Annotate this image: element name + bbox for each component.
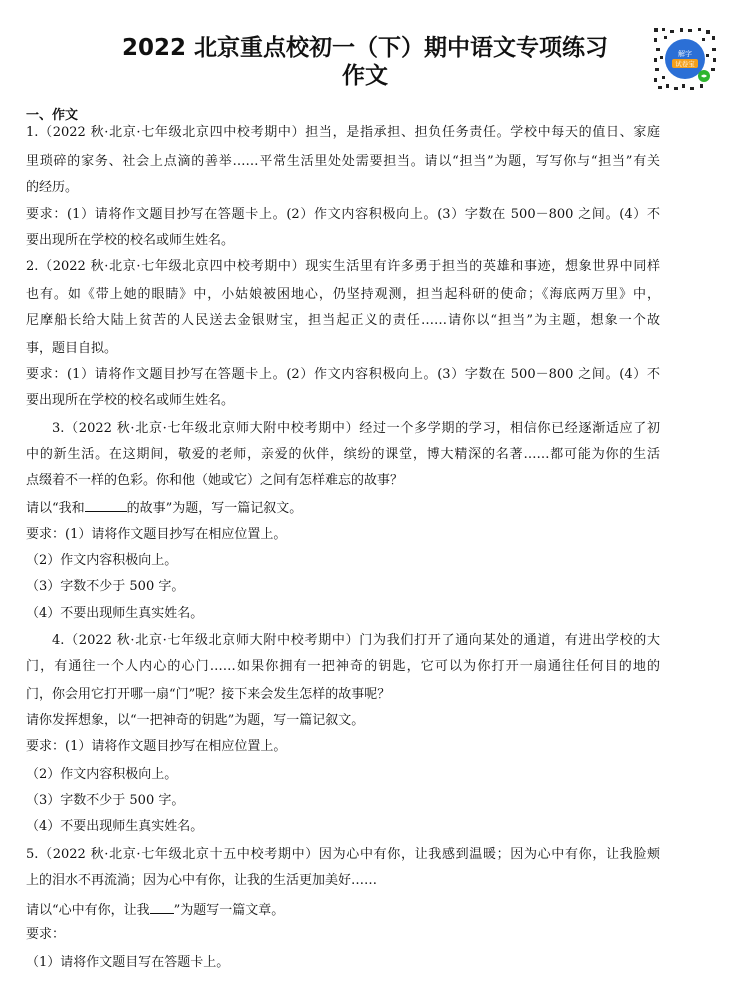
q4-line-2: 门，有通往一个人内心的心门……如果你拥有一把神奇的钥匙，它可以为你打开一扇通往任何目的地的 [26,659,660,674]
q2-line-1: 2.（2022 秋·北京·七年级北京四中校考期中）现实生活里有许多勇于担当的英雄和事迹，想象世界中同样 [26,259,660,274]
q3-line-1: 3.（2022 秋·北京·七年级北京师大附中校考期中）经过一个多学期的学习，相信你已经逐渐适应了初 [52,421,660,436]
q4-requirements-1: 要求：(1）请将作文题目抄写在相应位置上。 [26,739,287,754]
q2-requirements-1: 要求：(1）请将作文题目抄写在答题卡上。(2）作文内容积极向上。(3）字数在 500－800 之间。(4）不 [26,367,660,382]
q2-requirements-2: 要出现所在学校的校名或师生姓名。 [26,393,235,408]
section-heading: 一、作文 [26,108,79,123]
q4-line-1: 4.（2022 秋·北京·七年级北京师大附中校考期中）门为我们打开了通向某处的通道，有进出学校的大 [52,633,660,648]
q3-line-2: 中的新生活。在这期间，敬爱的老师，亲爱的伙伴，缤纷的课堂，博大精深的名著……都可能为你的生活 [26,447,660,462]
q2-line-4: 事，题目自拟。 [26,341,118,356]
q3-requirements-3: （3）字数不少于 500 字。 [26,579,185,594]
q4-requirements-2: （2）作文内容积极向上。 [26,767,178,782]
q3-requirements-1: 要求：(1）请将作文题目抄写在相应位置上。 [26,527,287,542]
q5-prompt-end: ”为题写一篇文章。 [173,903,285,918]
q3-line-3: 点缀着不一样的色彩。你和他（她或它）之间有怎样难忘的故事？ [26,473,404,488]
q4-requirements-4: （4）不要出现师生真实姓名。 [26,819,204,834]
q5-line-2: 上的泪水不再流淌；因为心中有你，让我的生活更加美好…… [26,873,378,888]
q5-requirements-label: 要求： [26,927,66,942]
q2-line-3: 尼摩船长给大陆上贫苦的人民送去金银财宝，担当起正义的责任……请你以“担当”为主题，想象一个故 [26,313,660,328]
q3-line-4 [26,498,302,518]
q1-line-3: 的经历。 [26,180,79,195]
q4-line-4: 请你发挥想象，以“一把神奇的钥匙”为题，写一篇记叙文。 [26,713,365,728]
q3-requirements-4: （4）不要出现师生真实姓名。 [26,606,204,621]
q5-requirements-1: （1）请将作文题目写在答题卡上。 [26,955,230,970]
document-subtitle: 作文 [342,63,388,89]
q1-line-1: 1.（2022 秋·北京·七年级北京四中校考期中）担当，是指承担、担负任务责任。学校中每天的值日、家庭 [26,125,660,140]
q1-requirements-1: 要求：(1）请将作文题目抄写在答题卡上。(2）作文内容积极向上。(3）字数在 500－800 之间。(4）不 [26,207,660,222]
q1-line-2: 里琐碎的家务、社会上点滴的善举……平常生活里处处需要担当。请以“担当”为题，写写你与“担当”有关 [26,154,660,169]
q3-prompt-start: 请以“我和 [26,501,85,516]
q3-requirements-2: （2）作文内容积极向上。 [26,553,178,568]
fill-in-blank [150,900,174,914]
qr-code-icon [652,26,718,92]
q4-line-3: 门，你会用它打开哪一扇“门”呢？接下来会发生怎样的故事呢？ [26,687,391,702]
q2-line-2: 也有。如《带上她的眼睛》中，小姑娘被困地心，仍坚持观测，担当起科研的使命；《海底两万里》中， [26,287,660,302]
document-title: 2022 北京重点校初一（下）期中语文专项练习 [121,35,609,61]
q1-requirements-2: 要出现所在学校的校名或师生姓名。 [26,233,235,248]
fill-in-blank [85,498,127,512]
q5-prompt-start: 请以“心中有你，让我 [26,903,150,918]
q5-line-3 [26,900,284,920]
qr-badge-line2: 试卷宝 [675,60,695,68]
q5-line-1: 5.（2022 秋·北京·七年级北京十五中校考期中）因为心中有你，让我感到温暖；因为心中有你，让我脸颊 [26,847,660,862]
q3-prompt-end: 的故事”为题，写一篇记叙文。 [126,501,303,516]
qr-badge-line1: 解字 [678,50,692,58]
q4-requirements-3: （3）字数不少于 500 字。 [26,793,185,808]
